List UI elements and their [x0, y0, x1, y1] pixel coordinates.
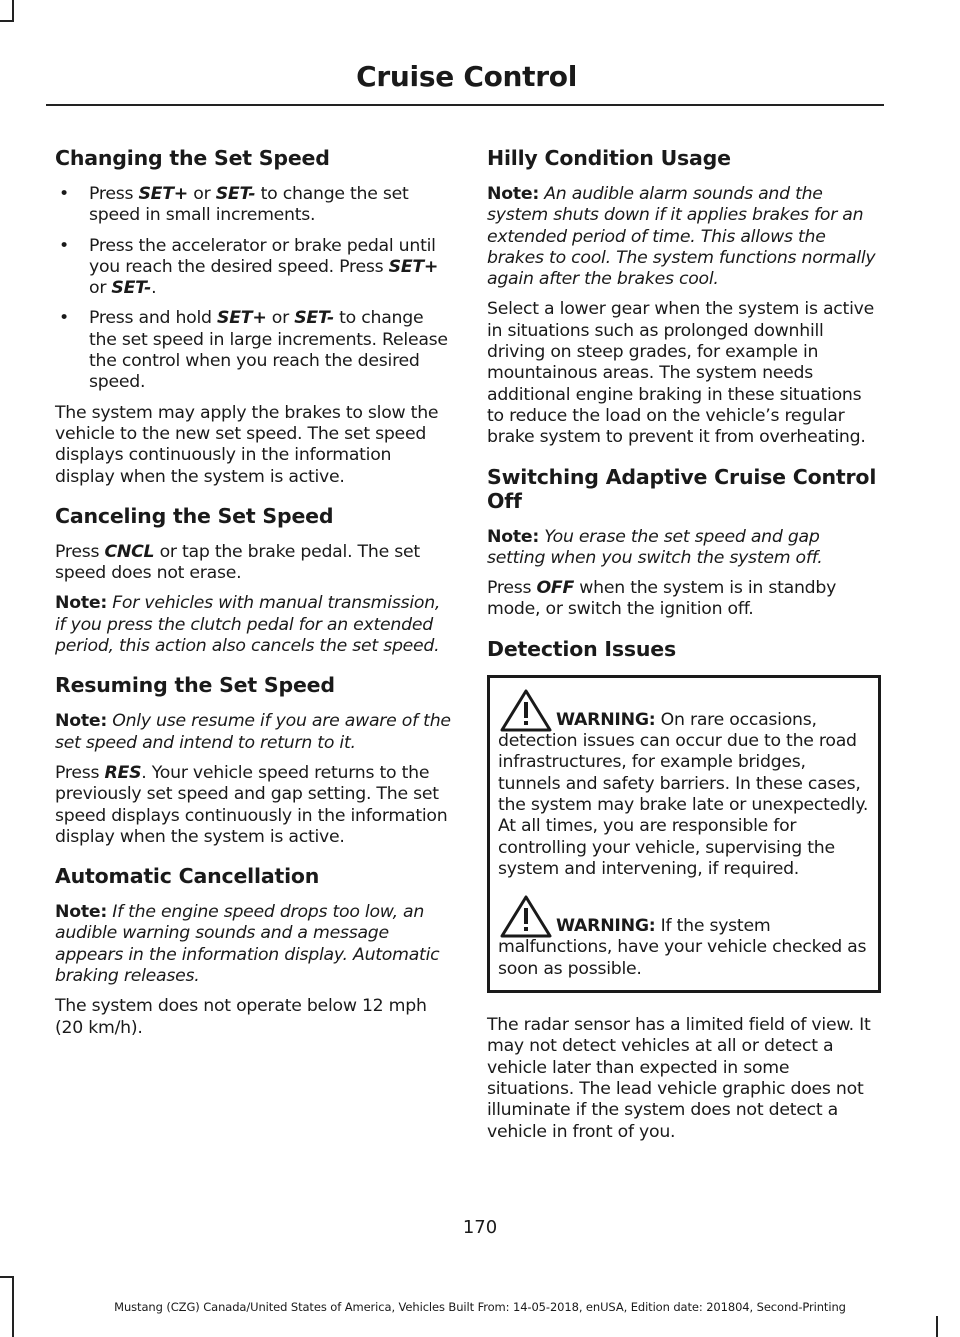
heading-hilly-condition: Hilly Condition Usage [487, 146, 731, 170]
footer-text: Mustang (CZG) Canada/United States of America, Vehicles Built From: 14-05-2018, enUSA, Edition date: 201804, Second-Printing [114, 1300, 846, 1314]
paragraph-resume: Press RES. Your vehicle speed returns to the previously set speed and gap setting. The set speed displays continuously in the information display when the system is active. [55, 762, 448, 847]
warning-triangle-icon [500, 688, 552, 732]
list-item: • Press SET+ or SET- to change the set speed in small increments. [59, 184, 409, 226]
warning-triangle-icon [500, 894, 552, 938]
crop-mark-top-left-horizontal [0, 20, 14, 22]
heading-detection-issues: Detection Issues [487, 636, 676, 661]
page-number: 170 [462, 1217, 498, 1238]
paragraph-automatic: The system does not operate below 12 mph (20 km/h). [55, 996, 427, 1038]
left-column [55, 130, 451, 1048]
header-divider [46, 104, 884, 106]
paragraph-cancel: Press CNCL or tap the brake pedal. The set speed does not erase. [55, 541, 420, 584]
crop-mark-bottom-right-vertical [936, 1316, 938, 1337]
note-automatic: Note: If the engine speed drops too low, an audible warning sounds and a message appears in the information display. Automatic braking releases. [55, 902, 440, 987]
note-switch: Note: You erase the set speed and gap setting when you switch the system off. [487, 526, 823, 568]
list-item: • Press and hold SET+ or SET- to change the set speed in large increments. Release the control when you reach the desired speed. [59, 308, 448, 393]
crop-mark-bottom-left-horizontal [0, 1276, 14, 1278]
heading-resuming-set-speed: Resuming the Set Speed [55, 673, 335, 698]
crop-mark-top-left-vertical [12, 0, 14, 22]
chapter-title: Cruise Control [356, 60, 577, 93]
paragraph-switch: Press OFF when the system is in standby mode, or switch the ignition off. [487, 578, 837, 620]
note-resume: Note: Only use resume if you are aware of the set speed and intend to return to it. [55, 711, 451, 753]
paragraph-radar: The radar sensor has a limited field of view. It may not detect vehicles at all or detect a vehicle later than expected in some situations. The lead vehicle graphic does not illuminate if the system does not detect a vehicle in front of you. [487, 1015, 871, 1142]
warning-box [487, 675, 881, 993]
paragraph-changing-speed: The system may apply the brakes to slow the vehicle to the new set speed. The set speed displays continuously in the information display when the system is active. [55, 402, 439, 487]
heading-switching-off: Switching Adaptive Cruise Control Off [487, 464, 877, 513]
paragraph-hilly: Select a lower gear when the system is active in situations such as prolonged downhill driving on steep grades, for example in mountainous areas. The system needs additional engine braking in these situations to reduce the load on the vehicle’s regular brake system to prevent it from overheating. [487, 299, 874, 448]
note-cancel: Note: For vehicles with manual transmission, if you press the clutch pedal for an extended period, this action also cancels the set speed. [55, 593, 441, 657]
heading-automatic-cancellation: Automatic Cancellation [55, 864, 320, 889]
heading-canceling-set-speed: Canceling the Set Speed [55, 503, 334, 528]
changing-speed-list [55, 184, 451, 394]
warning-item: WARNING: If the system malfunctions, have your vehicle checked as soon as possible. [498, 894, 870, 980]
right-column [487, 130, 881, 1152]
heading-changing-set-speed: Changing the Set Speed [55, 146, 330, 170]
warning-item: WARNING: On rare occasions, detection issues can occur due to the road infrastructures, for example bridges, tunnels and safety barriers. In these cases, the system may brake late or unexpectedly. At all times, you are responsible for controlling your vehicle, supervising the system and intervening, if required. [498, 688, 870, 880]
list-item: • Press the accelerator or brake pedal until you reach the desired speed. Press SET+ or SET-. [59, 235, 439, 299]
note-hilly: Note: An audible alarm sounds and the system shuts down if it applies brakes for an extended period of time. This allows the brakes to cool. The system functions normally again after the brakes cool. [487, 184, 876, 290]
